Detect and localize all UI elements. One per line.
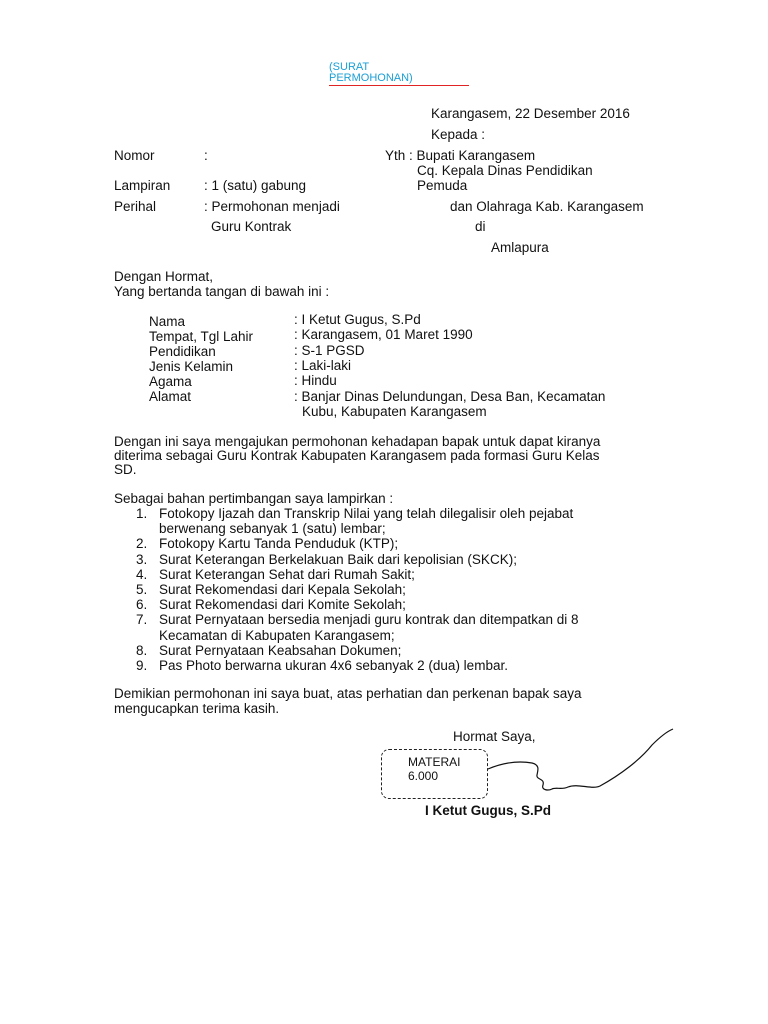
lampiran-value: : 1 (satu) gabung bbox=[204, 178, 307, 193]
list-text: Surat Keterangan Sehat dari Rumah Sakit; bbox=[159, 566, 415, 582]
closing-line: Demikian permohonan ini saya buat, atas perhatian dan perkenan bapak saya bbox=[114, 686, 582, 701]
list-number: 9. bbox=[136, 658, 148, 674]
attachments-intro: Sebagai bahan pertimbangan saya lampirkan : bbox=[114, 491, 394, 506]
letter-title-line2: PERMOHONAN) bbox=[329, 72, 413, 84]
identity-label: Alamat bbox=[149, 389, 192, 404]
identity-label: Nama bbox=[149, 314, 186, 329]
kepada-label: Kepada : bbox=[431, 127, 486, 142]
perihal-label: Perihal bbox=[114, 199, 157, 214]
list-text: Surat Pernyataan bersedia menjadi guru kontrak dan ditempatkan di 8 Kecamatan di Kabupaten Karangasem; bbox=[159, 612, 579, 643]
identity-address-cont: Kubu, Kabupaten Karangasem bbox=[302, 404, 487, 419]
list-number: 7. bbox=[136, 612, 148, 628]
recipient-line: dan Olahraga Kab. Karangasem bbox=[450, 199, 644, 214]
list-number: 8. bbox=[136, 642, 148, 658]
identity-value: : I Ketut Gugus, S.Pd bbox=[294, 312, 421, 327]
body-line: SD. bbox=[114, 462, 137, 477]
identity-value: : Banjar Dinas Delundungan, Desa Ban, Kecamatan bbox=[294, 389, 606, 404]
list-number: 2. bbox=[136, 536, 148, 552]
lampiran-label: Lampiran bbox=[114, 178, 171, 193]
list-text: Surat Pernyataan Keabsahan Dokumen; bbox=[159, 642, 402, 658]
salutation: Hormat Saya, bbox=[453, 729, 536, 744]
materai-value: 6.000 bbox=[408, 769, 439, 783]
materai-label: MATERAI bbox=[408, 755, 461, 769]
perihal-value: : Permohonan menjadi bbox=[204, 199, 340, 214]
body-line: Dengan ini saya mengajukan permohonan kehadapan bapak untuk dapat kiranya bbox=[114, 434, 601, 449]
letter-title-line1: (SURAT bbox=[329, 61, 370, 73]
list-text: Surat Keterangan Berkelakuan Baik dari kepolisian (SKCK); bbox=[159, 551, 517, 567]
list-text: Pas Photo berwarna ukuran 4x6 sebanyak 2 (dua) lembar. bbox=[159, 658, 508, 674]
list-number: 1. bbox=[136, 506, 148, 521]
recipient-line: Cq. Kepala Dinas Pendidikan bbox=[417, 163, 593, 178]
list-number: 4. bbox=[136, 566, 148, 582]
list-text: Fotokopy Kartu Tanda Penduduk (KTP); bbox=[159, 536, 399, 552]
recipient-line: Pemuda bbox=[417, 178, 468, 193]
signatory-name: I Ketut Gugus, S.Pd bbox=[425, 803, 552, 818]
letter-date: Karangasem, 22 Desember 2016 bbox=[431, 106, 630, 121]
identity-label: Tempat, Tgl Lahir bbox=[149, 329, 254, 344]
identity-value: : Hindu bbox=[294, 373, 337, 388]
list-text: Fotokopy Ijazah dan Transkrip Nilai yang telah dilegalisir oleh pejabat berwenang sebanyak 1 (satu) lembar; bbox=[159, 506, 574, 537]
recipient-line: Yth : Bupati Karangasem bbox=[385, 148, 536, 163]
identity-label: Jenis Kelamin bbox=[149, 359, 234, 374]
identity-label: Pendidikan bbox=[149, 344, 216, 359]
nomor-value: : bbox=[204, 148, 208, 163]
list-number: 3. bbox=[136, 551, 148, 567]
nomor-label: Nomor bbox=[114, 148, 155, 163]
identity-label: Agama bbox=[149, 374, 192, 389]
list-number: 5. bbox=[136, 582, 148, 598]
list-text: Surat Rekomendasi dari Komite Sekolah; bbox=[159, 597, 406, 613]
body-line: diterima sebagai Guru Kontrak Kabupaten Karangasem pada formasi Guru Kelas bbox=[114, 448, 600, 463]
identity-value: : Laki-laki bbox=[294, 358, 352, 373]
intro-line: Yang bertanda tangan di bawah ini : bbox=[114, 284, 330, 299]
list-text: Surat Rekomendasi dari Kepala Sekolah; bbox=[159, 582, 406, 598]
identity-value: : Karangasem, 01 Maret 1990 bbox=[294, 327, 473, 342]
identity-value: : S-1 PGSD bbox=[294, 343, 365, 358]
recipient-line: Amlapura bbox=[491, 240, 549, 255]
list-number: 6. bbox=[136, 597, 148, 613]
perihal-value-cont: Guru Kontrak bbox=[211, 219, 292, 234]
greeting: Dengan Hormat, bbox=[114, 269, 214, 284]
recipient-line: di bbox=[475, 219, 486, 234]
closing-line: mengucapkan terima kasih. bbox=[114, 701, 280, 716]
